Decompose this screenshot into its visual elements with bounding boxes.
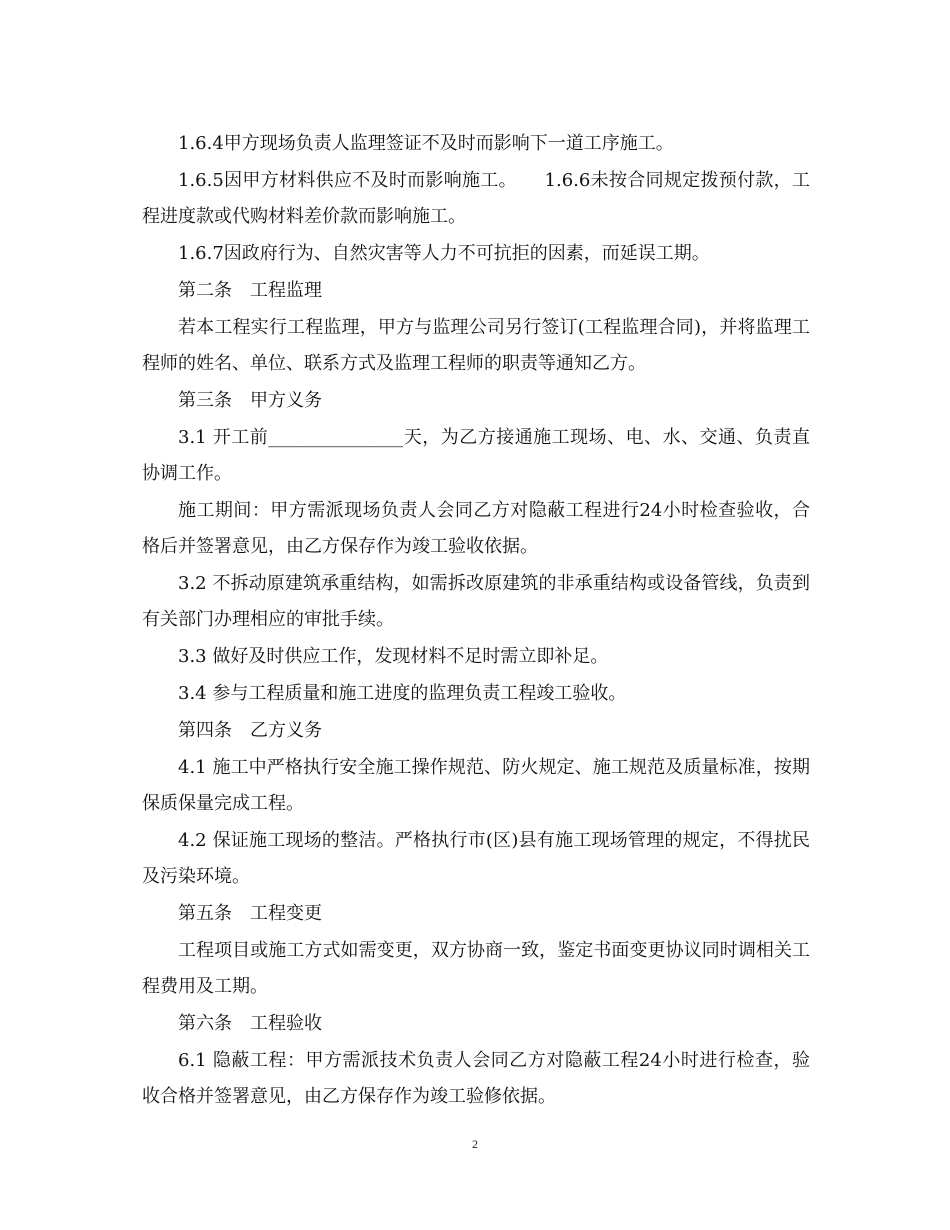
clause-3-3: 3.3 做好及时供应工作，发现材料不足时需立即补足。 xyxy=(178,646,609,667)
section-heading-article-6: 第六条 工程验收 xyxy=(178,1013,322,1034)
clause-1-6-7: 1.6.7因政府行为、自然灾害等人力不可抗拒的因素，而延误工期。 xyxy=(178,243,710,264)
clause-3-4: 3.4 参与工程质量和施工进度的监理负责工程竣工验收。 xyxy=(178,683,627,704)
section-heading-article-2: 第二条 工程监理 xyxy=(178,280,322,301)
clause-1-6-4: 1.6.4甲方现场负责人监理签证不及时而影响下一道工序施工。 xyxy=(178,133,674,154)
section-heading-article-5: 第五条 工程变更 xyxy=(178,903,322,924)
section-heading-article-3: 第三条 甲方义务 xyxy=(178,390,322,411)
page-number: 2 xyxy=(472,1137,478,1151)
clause-4-2: 4.2 保证施工现场的整洁。严格执行市(区)县有施工现场管理的规定，不得扰民及污染环境。 xyxy=(142,830,810,887)
clause-3-1: 3.1 开工前_______________天，为乙方接通施工现场、电、水、交通、负责直协调工作。 xyxy=(142,427,810,484)
document-body xyxy=(142,126,810,1115)
construction-period-paragraph: 施工期间：甲方需派现场负责人会同乙方对隐蔽工程进行24小时检查验收，合格后并签署意见，由乙方保存作为竣工验收依据。 xyxy=(142,500,810,557)
clause-4-1: 4.1 施工中严格执行安全施工操作规范、防火规定、施工规范及质量标准，按期保质保量完成工程。 xyxy=(142,757,810,814)
clause-6-1: 6.1 隐蔽工程：甲方需派技术负责人会同乙方对隐蔽工程24小时进行检查，验收合格并签署意见，由乙方保存作为竣工验修依据。 xyxy=(142,1050,810,1107)
clause-3-2: 3.2 不拆动原建筑承重结构，如需拆改原建筑的非承重结构或设备管线，负责到有关部门办理相应的审批手续。 xyxy=(142,573,810,630)
clause-1-6-5-1-6-6: 1.6.5因甲方材料供应不及时而影响施工。 1.6.6未按合同规定拨预付款，工程进度款或代购材料差价款而影响施工。 xyxy=(142,170,810,227)
article-2-body: 若本工程实行工程监理，甲方与监理公司另行签订(工程监理合同)，并将监理工程师的姓名、单位、联系方式及监理工程师的职责等通知乙方。 xyxy=(142,317,810,374)
section-heading-article-4: 第四条 乙方义务 xyxy=(178,720,322,741)
article-5-body: 工程项目或施工方式如需变更，双方协商一致，鉴定书面变更协议同时调相关工程费用及工期。 xyxy=(142,940,810,997)
